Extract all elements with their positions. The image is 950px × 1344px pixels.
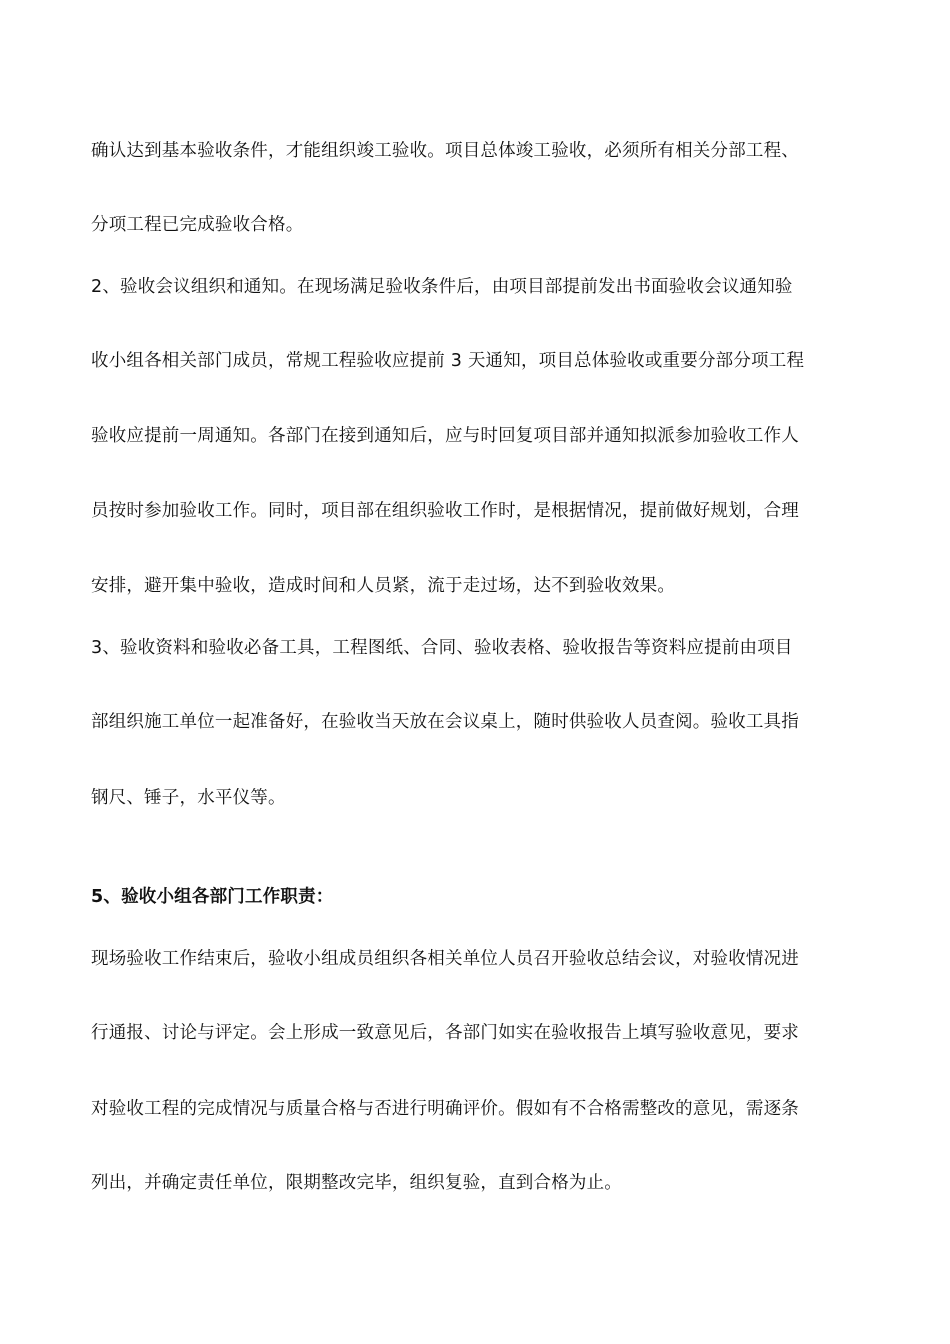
paragraph-2-line-4: 员按时参加验收工作。同时，项目部在组织验收工作时，是根据情况，提前做好规划，合理 bbox=[91, 501, 799, 521]
paragraph-1-line-1: 确认达到基本验收条件，才能组织竣工验收。项目总体竣工验收，必须所有相关分部工程、 bbox=[91, 141, 799, 161]
section-heading: 5、验收小组各部门工作职责： bbox=[91, 887, 334, 907]
paragraph-4-line-3: 对验收工程的完成情况与质量合格与否进行明确评价。假如有不合格需整改的意见，需逐条 bbox=[91, 1099, 799, 1119]
paragraph-3-line-2: 部组织施工单位一起准备好，在验收当天放在会议桌上，随时供验收人员查阅。验收工具指 bbox=[91, 712, 799, 732]
paragraph-4-line-2: 行通报、讨论与评定。会上形成一致意见后，各部门如实在验收报告上填写验收意见，要求 bbox=[91, 1023, 799, 1043]
paragraph-3-line-3: 钢尺、锤子，水平仪等。 bbox=[91, 788, 286, 808]
paragraph-2-line-1: 2、验收会议组织和通知。在现场满足验收条件后，由项目部提前发出书面验收会议通知验 bbox=[91, 277, 793, 297]
paragraph-1-line-2: 分项工程已完成验收合格。 bbox=[91, 215, 304, 235]
paragraph-3-line-1: 3、验收资料和验收必备工具，工程图纸、合同、验收表格、验收报告等资料应提前由项目 bbox=[91, 638, 793, 658]
paragraph-2-line-3: 验收应提前一周通知。各部门在接到通知后，应与时回复项目部并通知拟派参加验收工作人 bbox=[91, 426, 799, 446]
paragraph-2-line-2: 收小组各相关部门成员，常规工程验收应提前 3 天通知，项目总体验收或重要分部分项工程 bbox=[91, 351, 805, 371]
paragraph-4-line-4: 列出，并确定责任单位，限期整改完毕，组织复验，直到合格为止。 bbox=[91, 1173, 622, 1193]
paragraph-4-line-1: 现场验收工作结束后，验收小组成员组织各相关单位人员召开验收总结会议，对验收情况进 bbox=[91, 949, 799, 969]
paragraph-2-line-5: 安排，避开集中验收，造成时间和人员紧，流于走过场，达不到验收效果。 bbox=[91, 576, 676, 596]
